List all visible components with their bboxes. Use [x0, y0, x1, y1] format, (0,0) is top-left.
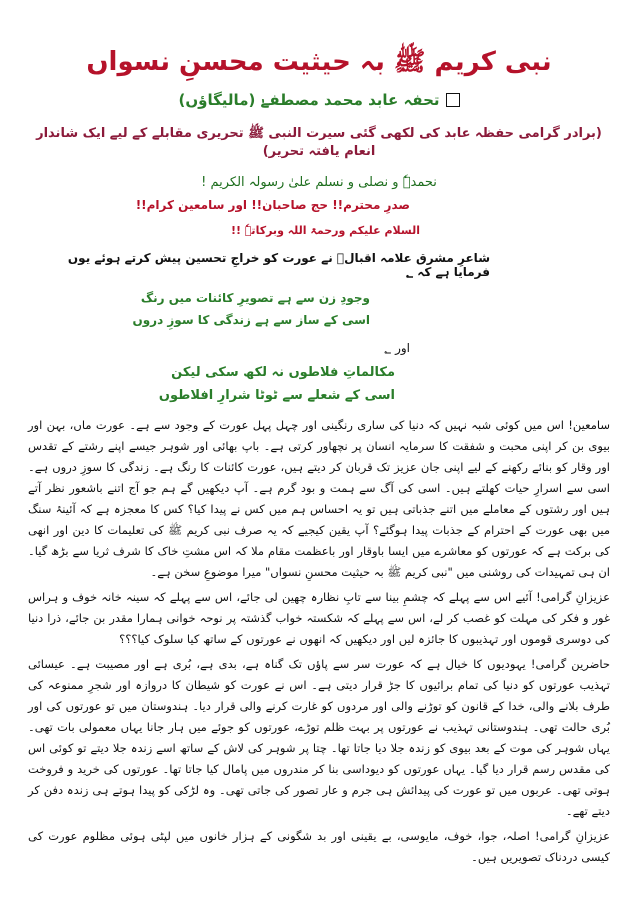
salam-greeting: السلام علیکم ورحمۃ اللہ وبرکاتہٗ !!	[230, 223, 420, 237]
verse-2-line-1: مکالماتِ فلاطوں نہ لکھ سکی لیکن	[171, 364, 395, 380]
verse-2	[28, 365, 610, 403]
page-title: نبی کریم ﷺ بہ حیثیت محسنِ نسواں	[86, 47, 552, 77]
verse-1	[28, 291, 610, 327]
author-line	[28, 91, 610, 109]
verse-1-line-2: اسی کے ساز سے ہے زندگی کا سوزِ دروں	[132, 312, 370, 327]
author-name: تحفہ عابد محمد مصطفےٰ (مالیگاؤں)	[178, 90, 440, 109]
audience-address: صدرِ محترم!! حج صاحبان!! اور سامعین کرام!!	[135, 197, 410, 212]
paragraph-3: حاضرین گرامی! یہودیوں کا خیال ہے کہ عورت سر سے پاؤں تک گناہ ہے، بدی ہے، بُری ہے اور مصیبت ہے۔ عیسائی تہذیب عورتوں کو دنیا کی تمام برائیوں کا جڑ قرار دیتی ہے۔ اس نے عورت کو شیطان کا دروازہ اور شجرِ ممنوعہ کی طرف بلانے والی، خدا کے قانون کو توڑنے والی اور مردوں کو غارت کرنے والی قرار دیا۔ ہندوستان میں تو عورتوں کی اور بُری حالت تھی۔ ہندوستانی تہذیب نے عورتوں پر بہت ظلم توڑے، عورتوں کو جوئے میں ہار جانا یہاں معمولی بات تھی۔ یہاں شوہر کی موت کے بعد بیوی کو زندہ جلا دیا جاتا تھا۔ چتا پر شوہر کی لاش کے ساتھ اسے زندہ جلا دیتے تو کوئی اس کی مقدس رسم قرار دیا گیا۔ یہاں عورتوں کو دیوداسی بنا کر مندروں میں پامال کیا جاتا تھا۔ عورتوں کی خرید و فروخت ہوتی تھی۔ عربوں میں تو عورت کی پیدائش ہی جرم و عار تصور کی جاتی تھی۔ وہ لڑکی کو پیدا ہوتے ہی زندہ دفن کر دیتے تھے۔	[28, 656, 610, 818]
paragraph-1: سامعین! اس میں کوئی شبہ نہیں کہ دنیا کی ساری رنگینی اور چہل پہل عورت کے وجود سے ہے۔ عورت ماں، بہن اور بیوی بن کر اپنی محبت و شفقت کا سرمایہ انسان پر نچھاور کرتی ہے۔ باپ بھائی اور شوہر جیسے اپنے رشتے کے تقدس اور وقار کو بنائے رکھنے کے لیے اپنی جان عزیز تک قربان کر دیتے ہیں، عورت کائنات کا رنگ ہے۔ زندگی کا سوزِ دروں ہے۔ اسی سے اسرارِ حیات کھلتے ہیں۔ اسی کی آگ سے ہمت و بود گرم ہے۔ آپ دیکھیں گے ہم جو آج اتنے باشعور نظر آتے ہیں اور رشتوں کے معاملے میں اتنے جذباتی ہیں تو یہ احساس ہم میں کس نے پیدا کیا؟ کس کا معجزہ ہے کہ آئینۂ سنگ میں بھی عورت کے احترام کے جذبات پیدا ہوگئے؟ آپ یقین کیجیے کہ یہ صرف نبی کریم ﷺ کی تعلیمات کا دین اور انھی کی برکت ہے کہ عورتوں کو معاشرے میں ایسا باوقار اور باعظمت مقام ملا کہ اس مشتِ خاک کا شرف ثریا سے بڑھ گیا۔ ان ہی تمہیدات کی روشنی میں "نبی کریم ﷺ بہ حیثیت محسنِ نسواں" میرا موضوعِ سخن ہے۔	[28, 417, 610, 579]
intro-line: شاعرِ مشرق علامہ اقبالؔ نے عورت کو خراجِ تحسین پیش کرتے ہوئے یوں فرمایا ہے کہ ؂	[67, 250, 490, 279]
subtitle: (برادر گرامی حفظہ عابد کی لکھی گئی سیرت النبی ﷺ تحریری مقابلے کے لیے ایک شاندار انعام یافتہ تحریر)	[36, 125, 602, 159]
conjunction-aur: اور ؂	[384, 340, 410, 355]
paragraph-4: عزیزانِ گرامی! اصلہ، جوا، خوف، مایوسی، بے یقینی اور بد شگونی کے ہزار خانوں میں لپٹی ہوئی مظلوم عورت کی کیسی دردناک تصویریں ہیں۔	[28, 828, 610, 864]
verse-1-line-1: وجودِ زن سے ہے تصویرِ کائنات میں رنگ	[140, 290, 370, 305]
checkbox-square-icon	[446, 93, 460, 107]
opening-invocation: نحمدہٗ و نصلی و نسلم علیٰ رسولہ الکریم !	[201, 174, 437, 190]
body-text	[28, 415, 610, 868]
paragraph-2: عزیزانِ گرامی! آئیے اس سے پہلے کہ چشمِ بینا سے تابِ نظارہ چھین لی جائے، اس سے پہلے کہ سینہ خانہ خوف و ہراس غور و فکر کی مہلت کو غصب کر لے، اس سے پہلے کہ شکستہ خواب گذشتہ پر نوحہ خوانی ہمارا مقدر بن جائے، ذرا دنیا کی دوسری قوموں اور تہذیبوں کا جائزہ لیں اور دیکھیں کہ انھوں نے عورتوں کے ساتھ کیا سلوک کیا؟؟؟	[28, 589, 610, 646]
verse-2-line-2: اسی کے شعلے سے ٹوٹا شرارِ افلاطوں	[158, 387, 395, 403]
